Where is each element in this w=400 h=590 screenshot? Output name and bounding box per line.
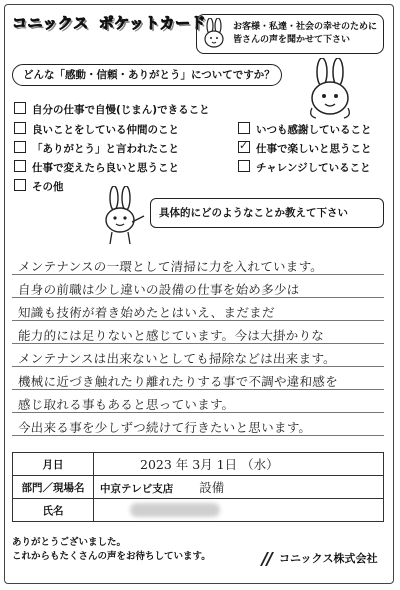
dept-value[interactable] <box>94 476 384 499</box>
option-label: 仕事で楽しいと思うこと <box>256 143 372 155</box>
callout-line-1: お客様・私達・社会の幸せのために <box>233 22 378 32</box>
option-label: 仕事で変えたら良いと思うこと <box>32 162 179 174</box>
checkbox[interactable] <box>14 160 26 172</box>
handwriting-line: 知識も技術が着き始めたとはいえ、まだまだ <box>17 305 276 320</box>
option-label: チャレンジしていること <box>256 162 371 174</box>
brand-title <box>12 12 206 33</box>
handwriting-line: メンテナンスの一環として清掃に力を入れています。 <box>17 259 324 274</box>
callout-line-2: 皆さんの声を聞かせて下さい <box>233 35 351 45</box>
option-label: いつも感謝していること <box>256 124 372 136</box>
brand-right: ポケットカード <box>98 14 207 32</box>
checkbox[interactable] <box>14 141 26 153</box>
name-value[interactable] <box>94 499 384 522</box>
name-label: 氏名 <box>13 499 94 522</box>
date-handwriting: 2023 年 3月 1日 （水） <box>140 457 279 472</box>
dept-handwriting: 設備 <box>199 480 225 495</box>
footer-line-2: これからもたくさんの声をお待ちしています。 <box>12 551 211 562</box>
date-label: 月日 <box>13 453 94 476</box>
handwriting-line: メンテナンスは出来ないとしても掃除などは出来ます。 <box>17 351 337 366</box>
option-right-1[interactable] <box>238 141 372 156</box>
checkbox[interactable] <box>14 179 26 191</box>
checkbox[interactable] <box>14 122 26 134</box>
date-value[interactable] <box>94 453 384 476</box>
checkbox[interactable] <box>238 122 250 134</box>
rabbit-pointing-icon <box>96 186 146 246</box>
handwriting-line: 機械に近づき触れたり離れたりする事で不調や違和感を <box>17 374 339 389</box>
option-left-3[interactable] <box>14 160 179 175</box>
handwriting-line: 今出来る事を少しずつ続けて行きたいと思います。 <box>17 420 312 435</box>
company-name: コニックス株式会社 <box>279 552 378 565</box>
option-right-0[interactable] <box>238 122 372 137</box>
prompt-banner: 具体的にどのようなことか教えて下さい <box>150 198 384 228</box>
option-left-4[interactable] <box>14 179 64 194</box>
question-banner: どんな「感動・信頼・ありがとう」についてですか？ <box>12 64 282 86</box>
checkbox[interactable] <box>14 102 26 114</box>
dept-label: 部門／現場名 <box>13 476 94 499</box>
rabbit-icon <box>300 58 360 122</box>
info-table <box>12 452 384 522</box>
option-label: 自分の仕事で自慢(じまん)できること <box>32 104 210 116</box>
checkbox[interactable] <box>238 160 250 172</box>
company-logo <box>258 550 377 568</box>
brand-left: コニックス <box>12 14 89 32</box>
dept-printed: 中京テレビ支店 <box>100 483 174 495</box>
handwriting-line: 能力的には足りないと感じています。今は大掛かりな <box>17 328 325 343</box>
handwriting-line: 感じ取れる事もあると思っています。 <box>17 397 235 412</box>
checkbox-checked[interactable] <box>238 141 250 153</box>
option-left-1[interactable] <box>14 122 179 137</box>
rabbit-small-icon <box>200 18 228 50</box>
logo-mark-icon <box>258 550 276 568</box>
option-right-2[interactable] <box>238 160 371 175</box>
option-label: その他 <box>32 181 64 193</box>
handwriting-line: 自身の前職は少し違いの設備の仕事を始め多少は <box>17 282 300 297</box>
option-left-0[interactable] <box>14 102 210 117</box>
footer-line-1: ありがとうございました。 <box>12 537 127 548</box>
option-label: 「ありがとう」と言われたこと <box>32 143 179 155</box>
handwriting-area <box>12 254 384 444</box>
redacted-name <box>130 503 220 517</box>
option-label: 良いことをしている仲間のこと <box>32 124 179 136</box>
option-left-2[interactable] <box>14 141 179 156</box>
footer-message <box>12 536 211 564</box>
